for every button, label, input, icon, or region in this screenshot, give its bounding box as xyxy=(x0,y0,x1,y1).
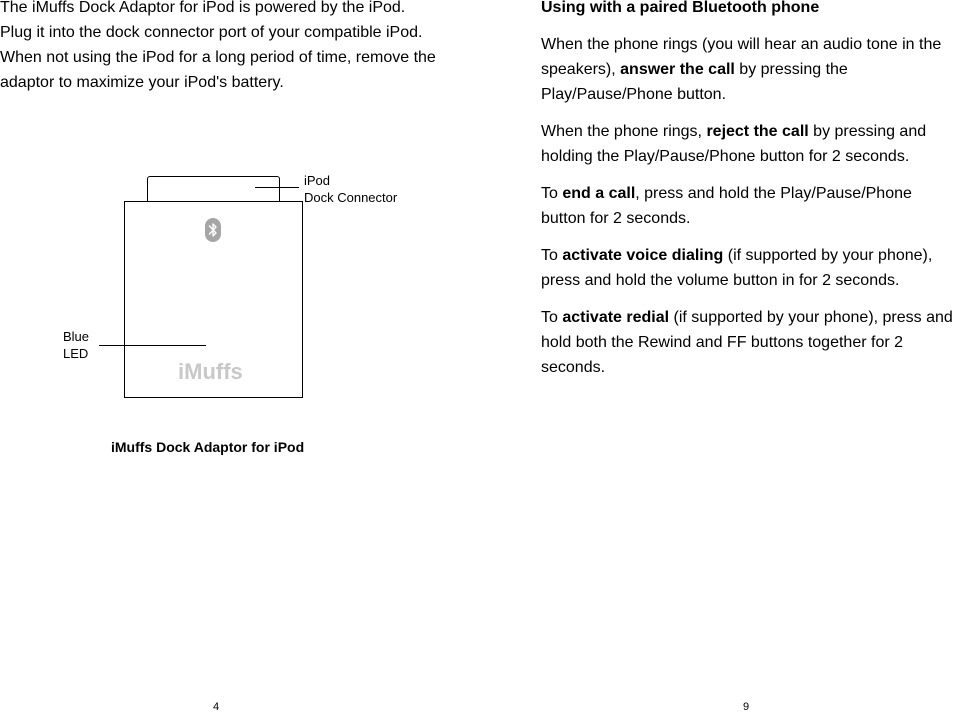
connector-callout-line2: Dock Connector xyxy=(304,190,398,205)
answer-call-emphasis: answer the call xyxy=(620,61,735,78)
voice-dialing-emphasis: activate voice dialing xyxy=(562,247,724,264)
led-callout xyxy=(63,328,89,362)
voice-dialing-text: To xyxy=(541,247,563,264)
dock-connector-tab xyxy=(147,176,280,202)
diagram-caption: iMuffs Dock Adaptor for iPod xyxy=(111,439,305,455)
reject-call-text: When the phone rings, xyxy=(541,123,707,140)
page-number-right: 9 xyxy=(743,701,750,713)
voice-dialing-text-end: (if supported by your phone), press and hold the volume button in for 2 seconds. xyxy=(541,247,933,289)
redial-text: To xyxy=(541,309,563,326)
answer-call-text: When the phone rings (you will hear an audio tone in the speakers), xyxy=(541,36,942,78)
connector-callout-line1: iPod xyxy=(304,173,331,188)
page-number-left: 4 xyxy=(213,701,220,713)
bluetooth-icon xyxy=(205,218,221,242)
led-callout-line2: LED xyxy=(63,346,89,361)
redial-paragraph xyxy=(541,305,957,380)
answer-call-text-end: by pressing the Play/Pause/Phone button. xyxy=(541,61,848,103)
voice-dialing-paragraph xyxy=(541,243,957,293)
section-heading: Using with a paired Bluetooth phone xyxy=(541,0,820,16)
reject-call-paragraph xyxy=(541,119,957,169)
end-call-emphasis: end a call xyxy=(562,185,636,202)
reject-call-text-end: by pressing and holding the Play/Pause/Phone button for 2 seconds. xyxy=(541,123,927,165)
connector-leader-line xyxy=(255,187,299,188)
reject-call-emphasis: reject the call xyxy=(706,123,809,140)
end-call-text: To xyxy=(541,185,563,202)
end-call-text-end: , press and hold the Play/Pause/Phone button for 2 seconds. xyxy=(541,185,912,227)
redial-text-end: (if supported by your phone), press and hold both the Rewind and FF buttons together for 2 seconds. xyxy=(541,309,953,376)
led-leader-line xyxy=(99,345,206,346)
right-column xyxy=(541,0,957,392)
answer-call-paragraph xyxy=(541,32,957,107)
intro-paragraph: The iMuffs Dock Adaptor for iPod is powered by the iPod. Plug it into the dock connector port of your compatible iPod. When not using the iPod for a long period of time, remove the adaptor to maximize your iPod's battery. xyxy=(0,0,436,91)
imuffs-logo: iMuffs xyxy=(178,359,243,384)
redial-emphasis: activate redial xyxy=(562,309,670,326)
connector-callout xyxy=(304,172,397,206)
led-callout-line1: Blue xyxy=(63,329,90,344)
end-call-paragraph xyxy=(541,181,957,231)
